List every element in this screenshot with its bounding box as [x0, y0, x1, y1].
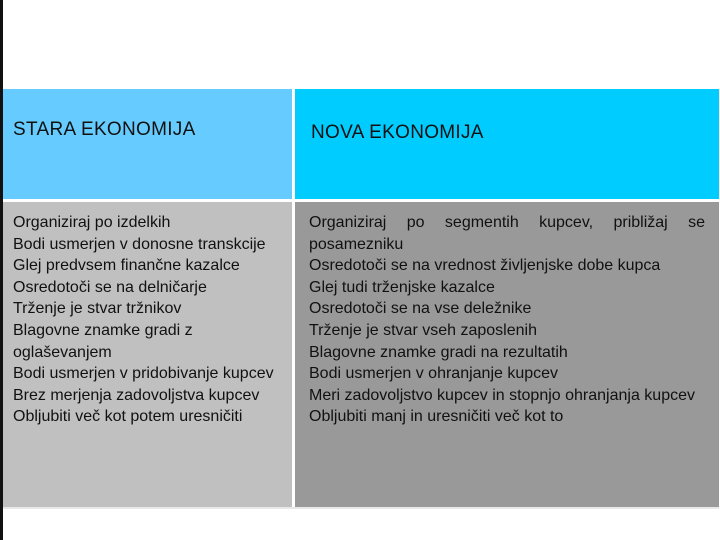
header-cell-old-economy — [3, 89, 295, 199]
list-item: Blagovne znamke gradi na rezultatih — [309, 343, 568, 361]
list-item: Obljubiti več kot potem uresničiti — [13, 408, 243, 426]
header-new-economy: NOVA EKONOMIJA — [311, 122, 484, 143]
list-item: Meri zadovoljstvo kupcev in stopnjo ohranjanja kupcev — [309, 386, 695, 404]
list-item: Glej predvsem finančne kazalce — [13, 257, 240, 275]
list-item: Blagovne znamke gradi z oglaševanjem — [13, 321, 193, 361]
list-item: Osredotoči se na delničarje — [13, 278, 207, 296]
list-item: Osredotoči se na vrednost življenjske dobe kupca — [309, 257, 661, 275]
header-cell-new-economy — [295, 89, 719, 199]
list-item: Trženje je stvar tržnikov — [13, 300, 182, 318]
list-item: Glej tudi trženjske kazalce — [309, 278, 495, 296]
list-item: Obljubiti manj in uresničiti več kot to — [309, 408, 564, 426]
list-item: Bodi usmerjen v donosne transkcije — [13, 235, 266, 253]
list-item: Trženje je stvar vseh zaposlenih — [309, 321, 537, 339]
old-economy-list — [13, 212, 281, 428]
header-old-economy: STARA EKONOMIJA — [13, 119, 196, 140]
bottom-divider — [3, 507, 719, 509]
list-item: Bodi usmerjen v pridobivanje kupcev — [13, 365, 274, 383]
old-economy-cell — [3, 199, 295, 507]
new-economy-cell — [295, 199, 719, 507]
list-item: Organiziraj po segmentih kupcev, približaj se posamezniku — [309, 214, 705, 253]
comparison-table — [3, 89, 719, 507]
new-economy-list — [309, 212, 705, 428]
list-item: Organiziraj po izdelkih — [13, 214, 171, 231]
list-item: Bodi usmerjen v ohranjanje kupcev — [309, 365, 559, 383]
list-item: Osredotoči se na vse deležnike — [309, 300, 532, 318]
list-item: Brez merjenja zadovoljstva kupcev — [13, 386, 260, 404]
